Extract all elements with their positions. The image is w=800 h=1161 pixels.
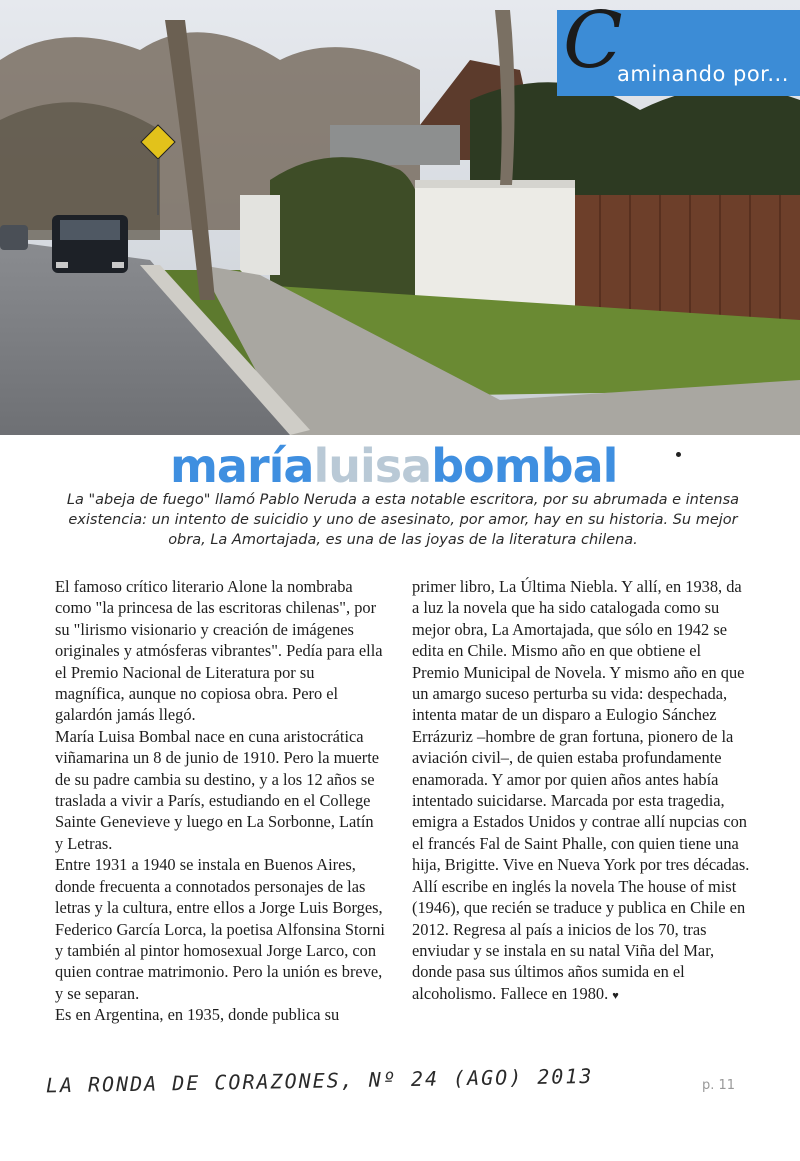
title-part-middle: luisa — [313, 439, 432, 493]
section-tag-label: aminando por... — [617, 62, 789, 86]
page-number: p. 11 — [702, 1078, 736, 1093]
paragraph: Es en Argentina, en 1935, donde publica su — [55, 1005, 340, 1025]
article-title — [170, 436, 690, 496]
paragraph: María Luisa Bombal nace en cuna aristocrática viñamarina un 8 de junio de 1910. Pero la muerte de su padre cambia su destino, y a los 12 años se traslada a vivir a París, estudiando en el College Sainte Genevieve y luego en La Sorbonne, Latín y Letras. — [55, 726, 380, 853]
section-tag-initial: C — [563, 0, 623, 86]
article-column-right — [412, 576, 752, 1007]
end-mark-icon: ♥ — [612, 989, 619, 1002]
title-part-last: bombal — [431, 439, 618, 493]
article-column-left — [55, 576, 385, 1026]
paragraph — [412, 576, 752, 1007]
paragraph-text: primer libro, La Última Niebla. Y allí, en 1938, da a luz la novela que ha sido catalogada como su mejor obra, La Amortajada, que sólo en 1942 se edita en Chile. Mismo año en que obtiene el Premio Municipal de Novela. Y mismo año en que un amargo suceso perturba su vida: despechada, intenta matar de un disparo a Eulogio Sánchez Errázuriz –hombre de gran fortuna, pionero de la aviación civil–, de quien estaba profundamente enamorada. Y amor por quien años antes había intentado suicidarse. Marcada por esta tragedia, emigra a Estados Unidos y contrae allí nupcias con el francés Fal de Saint Phalle, con quien tiene una hija, Brigitte. Vive en Nueva York por tres décadas. Allí escribe en inglés la novela The house of mist (1946), que recién se traduce y publica en Chile en 2012. Regresa al país a inicios de los 70, tras enviudar y se instala en su natal Viña del Mar, donde pasa sus últimos años sumida en el alcoholismo. Fallece en 1980. — [412, 577, 750, 1003]
paragraph: Entre 1931 a 1940 se instala en Buenos Aires, donde frecuenta a connotados personajes de las letras y la cultura, entre ellos a Jorge Luis Borges, Federico García Lorca, la poetisa Alfonsina Storni y también al pintor homosexual Jorge Larco, con quien contrae matrimonio. Pero la unión es breve, y se separan. — [55, 855, 385, 1003]
handwritten-source-note: LA RONDA DE CORAZONES, Nº 24 (AGO) 2013 — [45, 1063, 594, 1098]
section-tag — [557, 0, 800, 96]
paragraph: El famoso crítico literario Alone la nombraba como "la princesa de las escritoras chilenas", por su "lirismo visionario y creación de imágenes originales y atmósferas vibrantes". Pedía para ella el Premio Nacional de Literatura por su magnífica, aunque no copiosa obra. Pero el galardón jamás llegó. — [55, 577, 383, 725]
article-subtitle: La "abeja de fuego" llamó Pablo Neruda a esta notable escritora, por su abrumada e intensa existencia: un intento de suicidio y uno de asesinato, por amor, hay en su historia. Su mejor obra, La Amortajada, es una de las joyas de la literatura chilena. — [66, 492, 740, 548]
title-dot — [676, 452, 681, 457]
title-part-first: maría — [170, 439, 314, 493]
